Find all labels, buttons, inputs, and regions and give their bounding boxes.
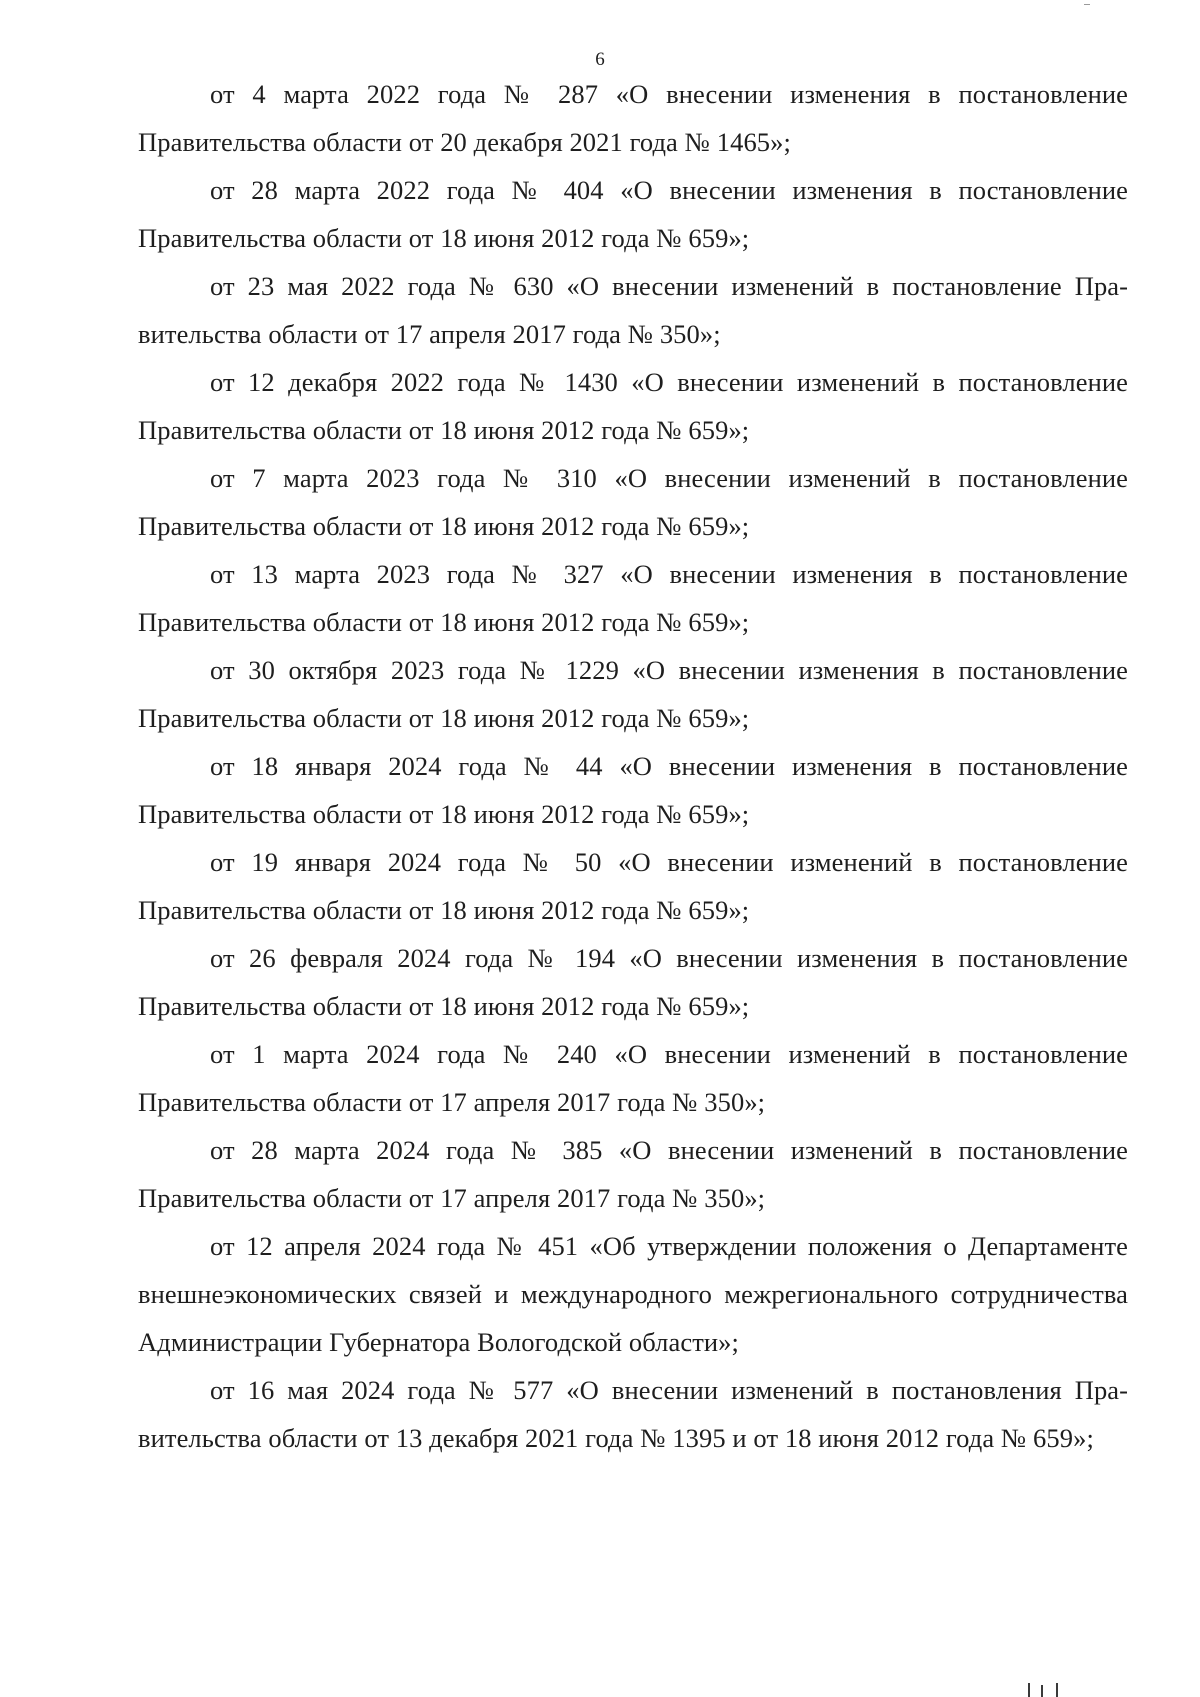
list-item: от 4 марта 2022 года № 287 «О внесении изменения в постановление Правительства области от 20 декабря 2021 года № 1465»;	[138, 79, 1128, 157]
list-item: от 16 мая 2024 года № 577 «О внесении изменений в постановления Правительства области от 13 декабря 2021 года № 1395 и от 18 июня 2012 года № 659»;	[138, 1375, 1128, 1453]
amendments-list	[138, 70, 1128, 1462]
list-item: от 12 апреля 2024 года № 451 «Об утверждении положения о Департаменте внешнеэкономических связей и международного межрегионального сотрудничества Администрации Губернатора Вологодской области»;	[138, 1231, 1128, 1357]
list-item: от 7 марта 2023 года № 310 «О внесении изменений в постановление Правительства области от 18 июня 2012 года № 659»;	[138, 463, 1128, 541]
list-item: от 19 января 2024 года № 50 «О внесении изменений в постановление Правительства области от 18 июня 2012 года № 659»;	[138, 847, 1128, 925]
page-number: 6	[595, 49, 605, 70]
scan-corner-mark	[1084, 0, 1090, 5]
list-item: от 12 декабря 2022 года № 1430 «О внесении изменений в постановление Правительства области от 18 июня 2012 года № 659»;	[138, 367, 1128, 445]
list-item: от 30 октября 2023 года № 1229 «О внесении изменения в постановление Правительства области от 18 июня 2012 года № 659»;	[138, 655, 1128, 733]
list-item: от 28 марта 2024 года № 385 «О внесении изменений в постановление Правительства области от 17 апреля 2017 года № 350»;	[138, 1135, 1128, 1213]
list-item: от 1 марта 2024 года № 240 «О внесении изменений в постановление Правительства области от 17 апреля 2017 года № 350»;	[138, 1039, 1128, 1117]
list-item: от 28 марта 2022 года № 404 «О внесении изменения в постановление Правительства области от 18 июня 2012 года № 659»;	[138, 175, 1128, 253]
list-item: от 13 марта 2023 года № 327 «О внесении изменения в постановление Правительства области от 18 июня 2012 года № 659»;	[138, 559, 1128, 637]
list-item: от 26 февраля 2024 года № 194 «О внесении изменения в постановление Правительства области от 18 июня 2012 года № 659»;	[138, 943, 1128, 1021]
list-item: от 23 мая 2022 года № 630 «О внесении изменений в постановление Правительства области от 17 апреля 2017 года № 350»;	[138, 271, 1128, 349]
scan-margin-mark	[1028, 1683, 1058, 1697]
list-item: от 18 января 2024 года № 44 «О внесении изменения в постановление Правительства области от 18 июня 2012 года № 659»;	[138, 751, 1128, 829]
